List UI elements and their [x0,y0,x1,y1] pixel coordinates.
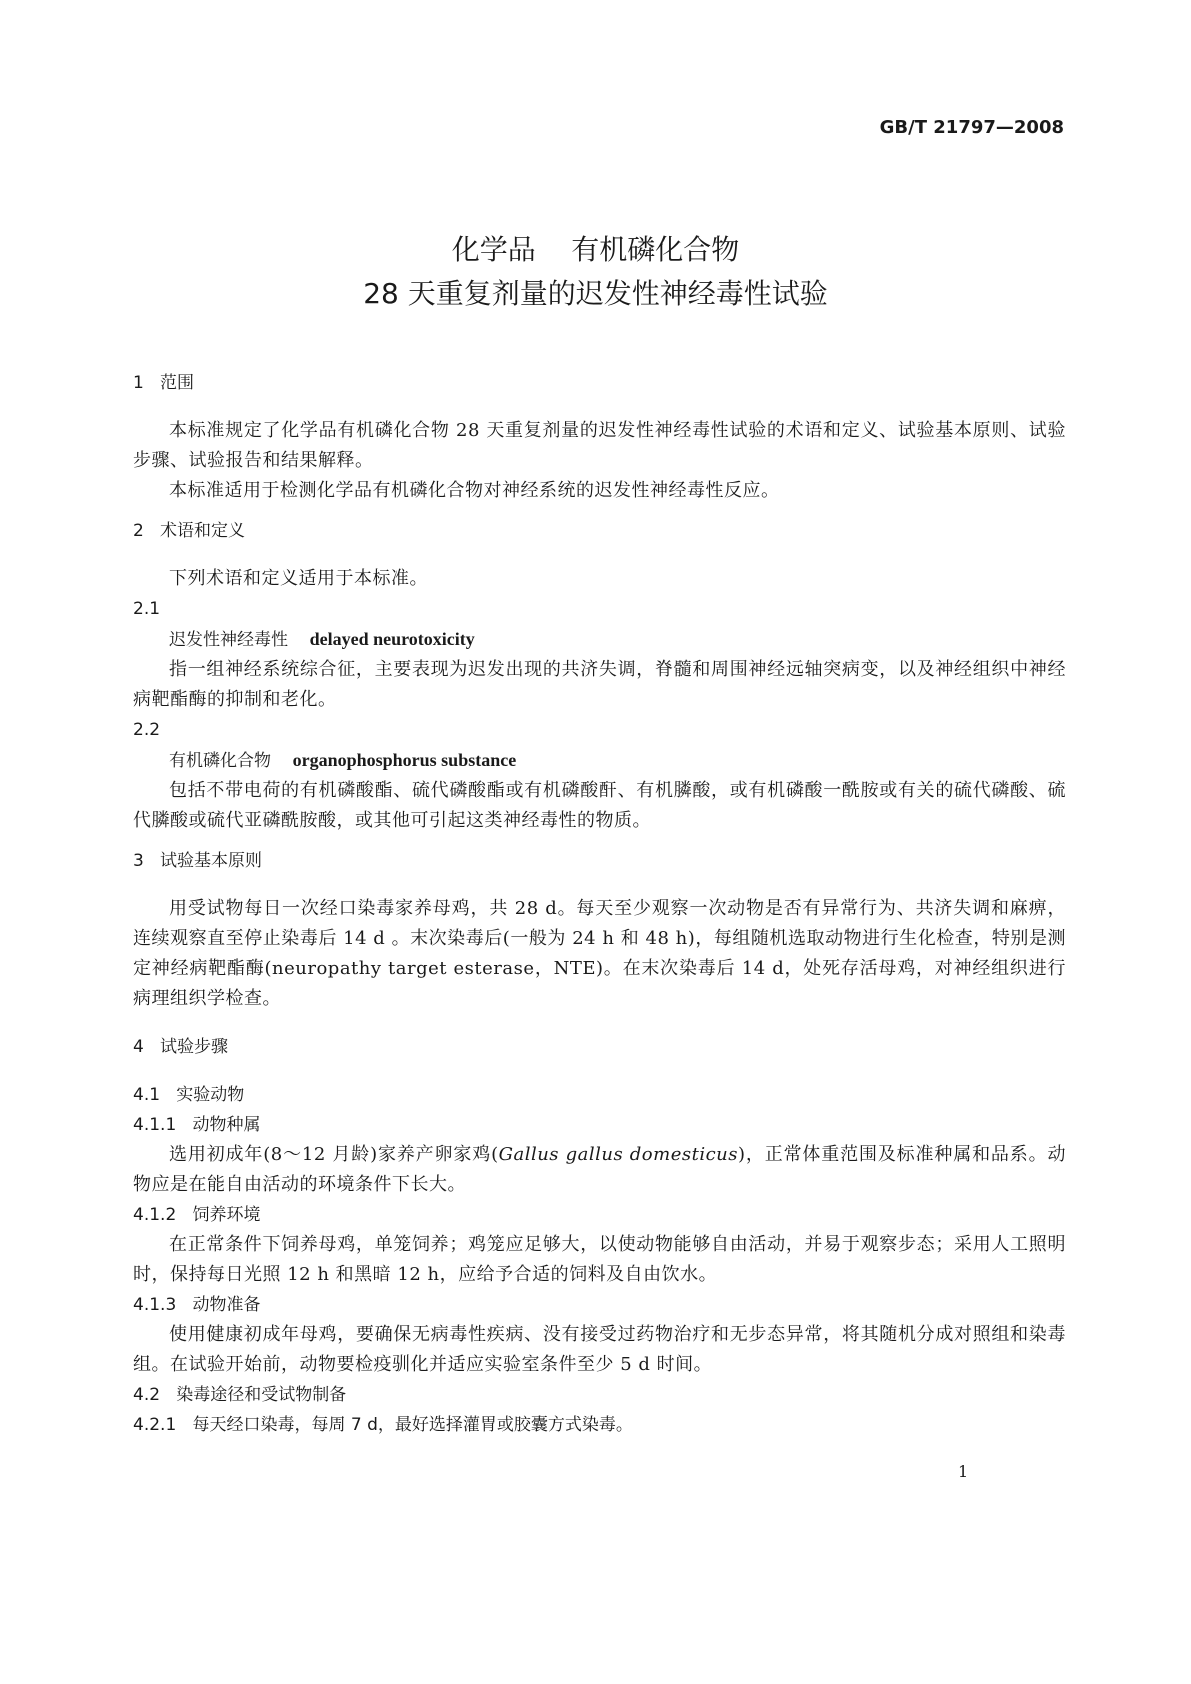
term-organophosphorus [169,745,1066,776]
clause-4-1-heading: 4.1 实验动物 [133,1085,245,1105]
section-1-paragraph-1: 本标准规定了化学品有机磷化合物 28 天重复剂量的迟发性神经毒性试验的术语和定义、试验基本原则、试验步骤、试验报告和结果解释。 [133,420,1066,471]
section-1-paragraph-2: 本标准适用于检测化学品有机磷化合物对神经系统的迟发性神经毒性反应。 [169,480,780,501]
clause-4-1-2-paragraph: 在正常条件下饲养母鸡，单笼饲养；鸡笼应足够大，以使动物能够自由活动，并易于观察步态；采用人工照明时，保持每日光照 12 h 和黑暗 12 h，应给予合适的饲料及自由饮水。 [133,1234,1066,1285]
clause-4-1-2-heading: 4.1.2 饲养环境 [133,1205,261,1225]
title-line-1: 化学品 有机磷化合物 [451,233,740,266]
text-part: )，正常体重范围及标准种属和品系。动物应是在能自由活动的环境条件下长大。 [133,1144,1066,1195]
section-4-heading: 4 试验步骤 [133,1037,229,1057]
clause-4-2-heading: 4.2 染毒途径和受试物制备 [133,1385,347,1405]
document-title [0,228,1191,316]
term-definition-2-2: 包括不带电荷的有机磷酸酯、硫代磷酸酯或有机磷酸酐、有机膦酸，或有机磷酸一酰胺或有关的硫代磷酸、硫代膦酸或硫代亚磷酰胺酸，或其他可引起这类神经毒性的物质。 [133,780,1066,831]
section-2-heading: 2 术语和定义 [133,521,246,541]
section-1-heading: 1 范围 [133,373,195,393]
term-en: delayed neurotoxicity [309,629,475,649]
section-2-paragraph-1: 下列术语和定义适用于本标准。 [169,568,428,589]
clause-4-1-1-heading: 4.1.1 动物种属 [133,1115,261,1135]
species-name: Gallus gallus domesticus [498,1144,739,1165]
section-3-heading: 3 试验基本原则 [133,851,263,871]
clause-4-1-1-paragraph [133,1140,1066,1200]
standard-number: GB/T 21797—2008 [879,117,1064,138]
term-definition-2-1: 指一组神经系统综合征，主要表现为迟发出现的共济失调，脊髓和周围神经远轴突病变，以及神经组织中神经病靶酯酶的抑制和老化。 [133,659,1066,710]
page-number: 1 [958,1462,969,1481]
term-cn: 迟发性神经毒性 [169,630,310,650]
term-en: organophosphorus substance [292,750,517,770]
clause-2-1-number: 2.1 [133,599,161,619]
term-delayed-neurotoxicity [169,624,1066,655]
clause-4-2-1: 4.2.1 每天经口染毒，每周 7 d，最好选择灌胃或胶囊方式染毒。 [133,1415,633,1435]
document-body [133,368,1066,1440]
clause-2-2-number: 2.2 [133,720,161,740]
text-part: 选用初成年(8～12 月龄)家养产卵家鸡( [169,1144,499,1165]
title-line-2: 28 天重复剂量的迟发性神经毒性试验 [363,277,828,310]
term-cn: 有机磷化合物 [169,751,293,771]
section-3-paragraph-1: 用受试物每日一次经口染毒家养母鸡，共 28 d。每天至少观察一次动物是否有异常行为、共济失调和麻痹，连续观察直至停止染毒后 14 d 。末次染毒后(一般为 24 h 和 48 h)，每组随机选取动物进行生化检查，特别是测定神经病靶酯酶(neuropathy target esterase，NTE)。在末次染毒后 14 d，处死存活母鸡，对神经组织进行病理组织学检查。 [133,898,1066,1009]
clause-4-1-3-paragraph: 使用健康初成年母鸡，要确保无病毒性疾病、没有接受过药物治疗和无步态异常，将其随机分成对照组和染毒组。在试验开始前，动物要检疫驯化并适应实验室条件至少 5 d 时间。 [133,1324,1066,1375]
clause-4-1-3-heading: 4.1.3 动物准备 [133,1295,261,1315]
